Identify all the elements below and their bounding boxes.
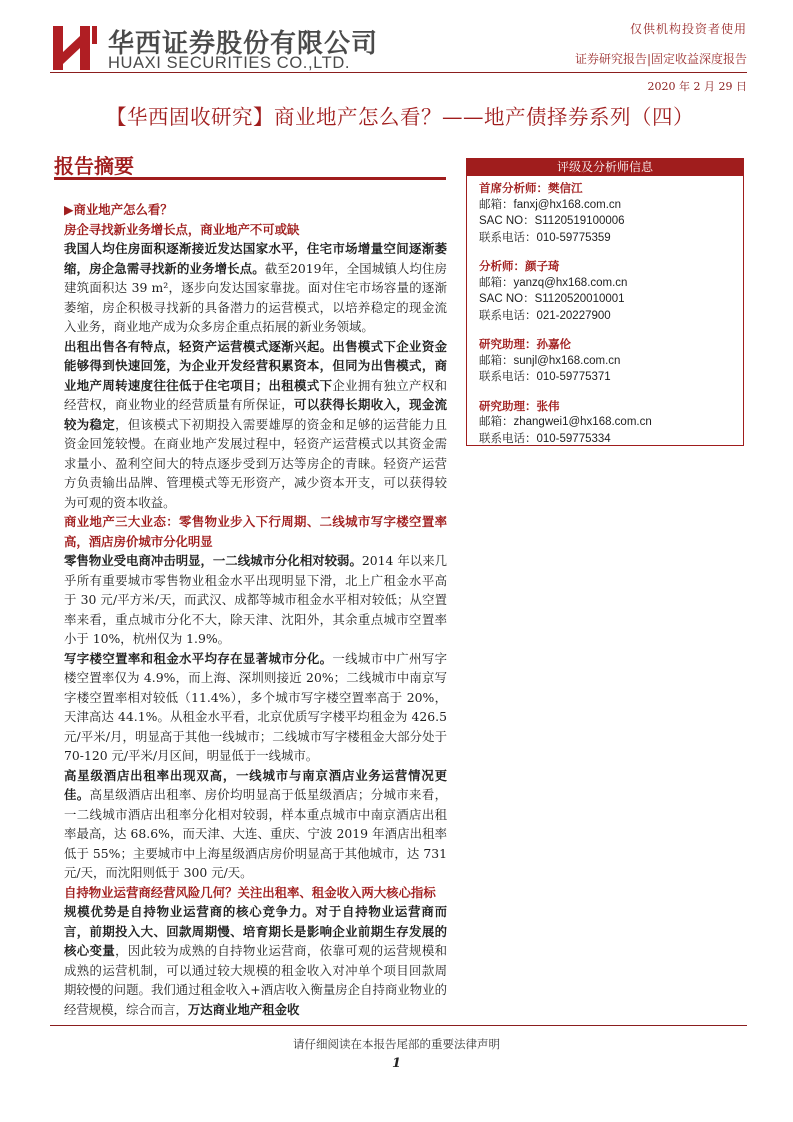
analyst-2 xyxy=(479,258,743,324)
report-title: 【华西固收研究】商业地产怎么看？——地产债择券系列（四） xyxy=(106,105,694,129)
analyst-name: 首席分析师：樊信江 xyxy=(479,181,583,195)
company-name-en: HUAXI SECURITIES CO.,LTD. xyxy=(108,54,351,72)
paragraph-5: 高星级酒店出租率出现双高，一线城市与南京酒店业务运营情况更佳。高星级酒店出租率、房价均明显高于低星级酒店；分城市来看，一二线城市酒店出租率分化相对较弱，样本重点城市中南京酒店出租率最高，达 68.6%，而天津、大连、重庆、宁波 2019 年酒店出租率低于 55%；主要城市中上海星级酒店房价明显高于其他城市，达 731 元/天，而沈阳则低于 300 元/天。 xyxy=(64,767,448,880)
subheading-3: 自持物业运营商经营风险几何？关注出租率、租金收入两大核心指标 xyxy=(64,884,436,900)
analyst-email[interactable]: 邮箱：sunjl@hx168.com.cn xyxy=(479,354,621,367)
analyst-info-box xyxy=(466,176,744,446)
analyst-email[interactable]: 邮箱：yanzq@hx168.com.cn xyxy=(479,276,628,289)
usage-notice: 仅供机构投资者使用 xyxy=(629,22,747,36)
paragraph-1: 我国人均住房面积逐渐接近发达国家水平，住宅市场增量空间逐渐萎缩，房企急需寻找新的业务增长点。截至2019年，全国城镇人均住房建筑面积达 39 m²，逐步向发达国家靠拢。面对住宅市场容量的逐渐萎缩，房企积极寻找新的具备潜力的运营模式，以培养稳定的现金流入业务，商业地产成为众多房企重点拓展的新业务领域。 xyxy=(64,241,447,334)
summary-heading: 报告摘要 xyxy=(54,154,134,178)
analyst-4 xyxy=(479,398,743,448)
analyst-email[interactable]: 邮箱：zhangwei1@hx168.com.cn xyxy=(479,416,652,428)
analyst-3 xyxy=(479,336,743,386)
report-category: 证券研究报告|固定收益深度报告 xyxy=(574,52,747,66)
analyst-phone: 联系电话：010-59775334 xyxy=(479,432,611,445)
summary-body xyxy=(64,200,447,1019)
header-divider xyxy=(50,72,747,73)
footer-divider xyxy=(50,1025,747,1026)
paragraph-2: 出租出售各有特点，轻资产运营模式逐渐兴起。出售模式下企业资金能够得到快速回笼，为企业开发经营积累资本，但同为出售模式，商业地产周转速度往往低于住宅项目；出租模式下企业拥有独立产权和经营权，商业物业的经营质量有所保证，可以获得长期收入，现金流较为稳定，但该模式下初期投入需要雄厚的资金和足够的运营能力且资金回笼较慢。在商业地产发展过程中，轻资产运营模式以其资金需求量小、盈利空间大的特点逐步受到万达等房企的青睐。轻资产运营方负责输出品牌、管理模式等无形资产，减少资本开支，可以获得较为可观的资本收益。 xyxy=(64,338,448,510)
paragraph-4: 写字楼空置率和租金水平均存在显著城市分化。一线城市中广州写字楼空置率仅为 4.9%，而上海、深圳则接近 20%；二线城市中南京写字楼空置率相对较低（11.4%），多个城市写字楼空置率高于 20%，天津高达 44.1%。从租金水平看，北京优质写字楼平均租金为 426.5 元/平米/月，明显高于其他一线城市；二线城市写字楼租金大部分处于 70-120 元/平米/月区间，明显低于一线城市。 xyxy=(64,650,448,763)
analyst-sac: SAC NO：S1120520010001 xyxy=(479,293,625,305)
analyst-phone: 联系电话：010-59775371 xyxy=(479,371,611,383)
summary-heading-rule xyxy=(54,177,446,180)
paragraph-6: 规模优势是自持物业运营商的核心竞争力。对于自持物业运营商而言，前期投入大、回款周期慢、培育期长是影响企业前期生存发展的核心变量，因此较为成熟的自持物业运营商，依靠可观的运营规模和成熟的运营机制，可以通过较大规模的租金收入对冲单个项目回款周期较慢的问题。我们通过租金收入+酒店收入衡量房企自持商业物业的经营规模，综合而言，万达商业地产租金收 xyxy=(64,904,448,1017)
subheading-2: 商业地产三大业态：零售物业步入下行周期、二线城市写字楼空置率高，酒店房价城市分化明显 xyxy=(64,514,447,549)
company-name-cn: 华西证券股份有限公司 xyxy=(108,29,379,59)
analyst-name: 研究助理：张伟 xyxy=(479,398,560,413)
company-logo xyxy=(50,22,379,74)
analyst-email[interactable]: 邮箱：fanxj@hx168.com.cn xyxy=(479,198,622,211)
legal-disclaimer: 请仔细阅读在本报告尾部的重要法律声明 xyxy=(293,1037,500,1051)
paragraph-3: 零售物业受电商冲击明显，一二线城市分化相对较弱。2014 年以来几乎所有重要城市零售物业租金水平出现明显下滑，北上广租金水平高于 30 元/平方米/天，而武汉、成都等城市租金水平相对较低；从空置率来看，重点城市分化不大，除天津、沈阳外，其余重点城市空置率小于 10%，杭州仅为 1.9%。 xyxy=(64,553,447,646)
analyst-phone: 联系电话：021-20227900 xyxy=(479,309,611,322)
report-date: 2020 年 2 月 29 日 xyxy=(647,80,747,93)
analyst-name: 研究助理：孙嘉伦 xyxy=(479,337,571,351)
analyst-1 xyxy=(479,180,743,246)
analyst-sac: SAC NO：S1120519100006 xyxy=(479,215,625,227)
analyst-phone: 联系电话：010-59775359 xyxy=(479,231,611,244)
page-number: 1 xyxy=(391,1056,402,1071)
question-title: ▶商业地产怎么看？ xyxy=(64,202,173,217)
analyst-info-heading: 评级及分析师信息 xyxy=(466,158,744,176)
analyst-name: 分析师：颜子琦 xyxy=(479,259,560,273)
huaxi-logo-icon xyxy=(50,22,100,74)
subheading-1: 房企寻找新业务增长点，商业地产不可或缺 xyxy=(64,221,300,237)
